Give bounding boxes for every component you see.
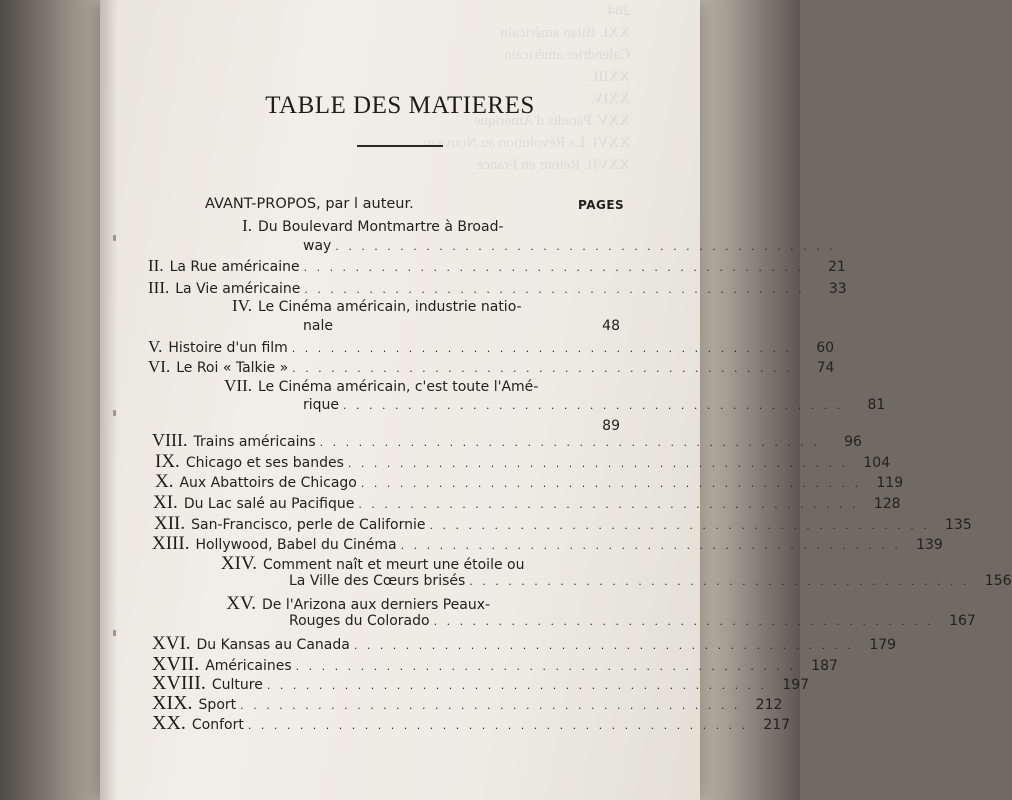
page-number: 156 xyxy=(984,573,1012,589)
toc-line xyxy=(148,337,835,357)
dot-leader: . . . . . . . . . . . . . . . . . . . . . . . . . . . . . . . . . . . . . . . xyxy=(292,362,793,375)
chapter-number: IV. xyxy=(232,296,252,315)
chapter-title: Aux Abattoirs de Chicago xyxy=(179,475,357,491)
page-number: 96 xyxy=(844,434,862,450)
chapter-title: Sport xyxy=(198,697,237,713)
chapter-title: La Ville des Cœurs brisés xyxy=(289,573,466,589)
chapter-title: way xyxy=(303,238,332,254)
chapter-title: De l'Arizona aux derniers Peaux- xyxy=(262,597,491,613)
chapter-number: I. xyxy=(242,216,252,235)
dot-leader: . . . . . . . . . . . . . . . . . . . . . . . . . . . . . . . . . . . . . . . xyxy=(247,719,749,732)
toc-line xyxy=(153,553,620,573)
dot-leader: . . . . . . . . . . . . . . . . . . . . . . . . . . . . . . . . . . . . . . . xyxy=(360,477,862,490)
dot-leader: . . . . . . . . . . . . . . . . . . . . . . . . . . . . . . . . . . . . . . . xyxy=(353,639,855,652)
bleed-line: Calendrier américain xyxy=(503,47,630,63)
page-number: 60 xyxy=(816,340,835,356)
page-number: 217 xyxy=(763,717,791,733)
page-number: 179 xyxy=(869,637,897,653)
chapter-title: San-Francisco, perle de Californie xyxy=(191,517,426,533)
bleed-line: XXIII. xyxy=(589,69,630,85)
chapter-title: Le Cinéma américain, c'est toute l'Amé- xyxy=(258,379,539,395)
chapter-title: Rouges du Colorado xyxy=(289,613,430,629)
page-number: 48 xyxy=(602,318,620,334)
chapter-number: XIX. xyxy=(152,692,193,714)
toc-line xyxy=(152,712,791,734)
toc-line xyxy=(154,513,972,534)
chapter-number: X. xyxy=(155,471,174,492)
bleed-line: XXIV. xyxy=(590,91,630,107)
toc-line xyxy=(148,376,620,396)
toc-line xyxy=(148,357,835,377)
toc-line xyxy=(148,256,846,276)
chapter-number: XVII. xyxy=(152,653,200,675)
page-number: 187 xyxy=(811,658,838,674)
toc-line xyxy=(152,533,943,554)
dot-leader: . . . . . . . . . . . . . . . . . . . . . . . . . . . . . . . . . . . . . . . xyxy=(358,498,859,511)
chapter-title: La Vie américaine xyxy=(175,281,301,297)
chapter-title: Le Cinéma américain, industrie natio- xyxy=(258,299,522,315)
toc-line xyxy=(155,471,904,492)
toc-line xyxy=(152,653,838,675)
chapter-title: Trains américains xyxy=(193,434,316,450)
chapter-number: VI. xyxy=(148,357,171,376)
toc-line xyxy=(303,238,836,258)
chapter-title: Du Boulevard Montmartre à Broad- xyxy=(258,219,504,235)
toc-line xyxy=(303,318,620,338)
toc-line xyxy=(289,573,1012,593)
bleed-line: XXV. Paradis d'Amérique xyxy=(473,113,630,129)
chapter-title: Chicago et ses bandes xyxy=(185,455,344,471)
dot-leader: . . . . . . . . . . . . . . . . . . . . . . . . . . . . . . . . . . . . . . . xyxy=(343,399,844,412)
dot-leader: . . . . . . . . . . . . . . . . . . . . . . . . . . . . . . . . . . . . . . . xyxy=(469,575,970,588)
chapter-number: XII. xyxy=(154,513,186,534)
chapter-number: XV. xyxy=(226,593,256,614)
chapter-title: Culture xyxy=(211,677,263,693)
chapter-title: Le Roi « Talkie » xyxy=(176,360,289,376)
page-number: 119 xyxy=(876,475,904,491)
page-number: 104 xyxy=(863,455,891,471)
page-title: TABLE DES MATIERES xyxy=(265,92,535,119)
chapter-title: Comment naît et meurt une étoile ou xyxy=(263,557,525,573)
bleed-line: XXI. Bilan américain xyxy=(500,25,630,41)
dot-leader: . . . . . . . . . . . . . . . . . . . . . . . . . . . . . . . . . . . . . . . xyxy=(303,261,804,274)
page-number: 33 xyxy=(828,281,847,297)
page-number: 135 xyxy=(945,517,972,533)
page-number: 74 xyxy=(816,360,835,376)
chapter-number: VIII. xyxy=(152,430,188,450)
toc-line xyxy=(152,672,810,694)
chapter-number: XI. xyxy=(153,492,178,513)
chapter-title: nale xyxy=(303,318,333,334)
chapter-number: II. xyxy=(148,256,164,275)
chapter-number: XIV. xyxy=(220,553,257,574)
bleed-line: XXVI. La Révolution au Nouveau xyxy=(422,135,630,151)
chapter-title: Du Kansas au Canada xyxy=(196,637,350,653)
chapter-title: Hollywood, Babel du Cinéma xyxy=(195,537,397,553)
toc-line xyxy=(303,397,886,417)
page-number: 139 xyxy=(916,537,943,553)
toc-line xyxy=(153,492,901,513)
chapter-title: Histoire d'un film xyxy=(168,340,288,356)
toc-line xyxy=(155,451,891,472)
chapter-number: IX. xyxy=(155,451,180,472)
chapter-number: III. xyxy=(148,278,170,297)
chapter-title: Du Lac salé au Pacifique xyxy=(183,496,355,512)
dot-leader: . . . . . . . . . . . . . . . . . . . . . . . . . . . . . . . . . . . . . . . xyxy=(429,519,930,532)
page-number: 21 xyxy=(828,259,846,275)
dot-leader: . . . . . . . . . . . . . . . . . . . . . . . . . . . . . . . . . . . . . . . xyxy=(304,283,805,296)
page-number: 81 xyxy=(867,397,886,413)
toc-line xyxy=(152,593,620,613)
page-number: 197 xyxy=(782,677,810,693)
bleed-line: 284 xyxy=(607,3,630,19)
dot-leader: . . . . . . . . . . . . . . . . . . . . . . . . . . . . . . . . . . . . . . . xyxy=(295,660,796,673)
dot-leader: . . . . . . . . . . . . . . . . . . . . . . . . . . . . . . . . . . . . . . . xyxy=(400,539,901,552)
toc-line xyxy=(152,633,897,654)
chapter-title: rique xyxy=(303,397,340,413)
toc-line xyxy=(148,216,620,236)
chapter-title: Confort xyxy=(191,717,244,733)
dot-leader: . . . . . . . . . . . . . . . . . . . . . . . . . . . . . . . . . . . . . . . xyxy=(335,240,836,253)
bleed-line: XXVII. Retour en France xyxy=(476,157,630,173)
toc-line xyxy=(152,692,783,714)
chapter-title: Américaines xyxy=(205,658,292,674)
pages-column-header: PAGES xyxy=(578,198,625,212)
chapter-number: XVIII. xyxy=(152,672,206,694)
toc-line xyxy=(148,296,620,316)
chapter-number: VII. xyxy=(224,376,252,395)
chapter-number: XIII. xyxy=(152,533,190,554)
page-number: 128 xyxy=(873,496,901,512)
toc-line xyxy=(152,430,862,450)
page-number: 212 xyxy=(755,697,783,713)
chapter-number: XVI. xyxy=(152,633,191,654)
page-number: 89 xyxy=(602,418,620,434)
chapter-number: XX. xyxy=(152,712,186,734)
chapter-title: La Rue américaine xyxy=(169,259,300,275)
dot-leader: . . . . . . . . . . . . . . . . . . . . . . . . . . . . . . . . . . . . . . . xyxy=(319,436,820,449)
chapter-number: V. xyxy=(148,337,163,356)
preface-entry: AVANT-PROPOS, par l auteur. xyxy=(205,196,414,212)
dot-leader: . . . . . . . . . . . . . . . . . . . . . . . . . . . . . . . . . . . . . . . xyxy=(347,457,849,470)
dot-leader: . . . . . . . . . . . . . . . . . . . . . . . . . . . . . . . . . . . . . . . xyxy=(266,679,768,692)
page-number: 167 xyxy=(949,613,976,629)
toc-line xyxy=(148,278,847,298)
dot-leader: . . . . . . . . . . . . . . . . . . . . . . . . . . . . . . . . . . . . . . . xyxy=(433,615,934,628)
dot-leader: . . . . . . . . . . . . . . . . . . . . . . . . . . . . . . . . . . . . . . . xyxy=(291,342,793,355)
toc-line xyxy=(289,613,976,633)
dot-leader: . . . . . . . . . . . . . . . . . . . . . . . . . . . . . . . . . . . . . . . xyxy=(240,699,741,712)
